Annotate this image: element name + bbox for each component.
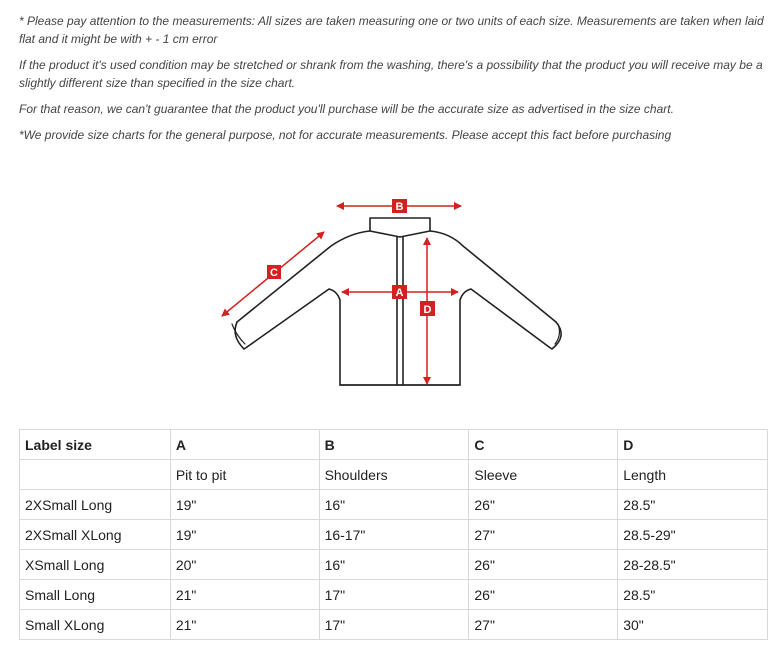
subheader-length: Length <box>618 460 768 490</box>
header-b: B <box>319 430 469 460</box>
label-c: C <box>270 267 278 279</box>
cell-shoulders: 16" <box>319 490 469 520</box>
header-label-size: Label size <box>20 430 171 460</box>
cell-shoulders: 17" <box>319 580 469 610</box>
cell-label-size: XSmall Long <box>20 550 171 580</box>
cell-sleeve: 26" <box>469 550 618 580</box>
cell-length: 28.5" <box>618 490 768 520</box>
label-b: B <box>395 201 404 213</box>
subheader-sleeve: Sleeve <box>469 460 618 490</box>
label-d: D <box>423 304 432 316</box>
subheader-pit-to-pit: Pit to pit <box>170 460 319 490</box>
label-a: A <box>395 287 404 299</box>
cell-label-size: 2XSmall Long <box>20 490 171 520</box>
cell-shoulders: 16" <box>319 550 469 580</box>
jacket-measurement-diagram <box>200 188 580 398</box>
cell-length: 28.5" <box>618 580 768 610</box>
table-header-row <box>20 430 768 460</box>
cell-pit-to-pit: 21" <box>170 580 319 610</box>
table-subheader-row <box>20 460 768 490</box>
jacket-svg <box>200 188 580 398</box>
cell-pit-to-pit: 19" <box>170 520 319 550</box>
table-row <box>20 610 768 640</box>
cell-length: 28.5-29" <box>618 520 768 550</box>
measurement-notes <box>19 12 771 152</box>
cell-pit-to-pit: 20" <box>170 550 319 580</box>
table-row <box>20 490 768 520</box>
note-no-guarantee: For that reason, we can't guarantee that the product you'll purchase will be the accurate size as advertised in the size chart. <box>19 102 674 116</box>
cell-pit-to-pit: 21" <box>170 610 319 640</box>
cell-shoulders: 17" <box>319 610 469 640</box>
note-general-purpose: *We provide size charts for the general purpose, not for accurate measurements. Please accept this fact before purchasing <box>19 128 672 142</box>
cell-length: 28-28.5" <box>618 550 768 580</box>
cell-sleeve: 26" <box>469 490 618 520</box>
cell-sleeve: 27" <box>469 520 618 550</box>
cell-pit-to-pit: 19" <box>170 490 319 520</box>
table-row <box>20 520 768 550</box>
size-chart-table <box>19 429 768 640</box>
note-measurements: * Please pay attention to the measurements: All sizes are taken measuring one or two units of each size. Measurements are taken when laid flat and it might be with + - 1 cm error <box>19 14 764 46</box>
header-a: A <box>170 430 319 460</box>
cell-shoulders: 16-17" <box>319 520 469 550</box>
subheader-shoulders: Shoulders <box>319 460 469 490</box>
cell-sleeve: 27" <box>469 610 618 640</box>
jacket-outline <box>232 218 561 385</box>
table-row <box>20 580 768 610</box>
note-used-condition: If the product it's used condition may be stretched or shrank from the washing, there's a possibility that the product you will receive may be a slightly different size than specified in the size chart. <box>19 58 763 90</box>
cell-label-size: Small XLong <box>20 610 171 640</box>
header-d: D <box>618 430 768 460</box>
subheader-cell <box>20 460 171 490</box>
cell-label-size: Small Long <box>20 580 171 610</box>
header-c: C <box>469 430 618 460</box>
cell-length: 30" <box>618 610 768 640</box>
cell-sleeve: 26" <box>469 580 618 610</box>
table-row <box>20 550 768 580</box>
cell-label-size: 2XSmall XLong <box>20 520 171 550</box>
